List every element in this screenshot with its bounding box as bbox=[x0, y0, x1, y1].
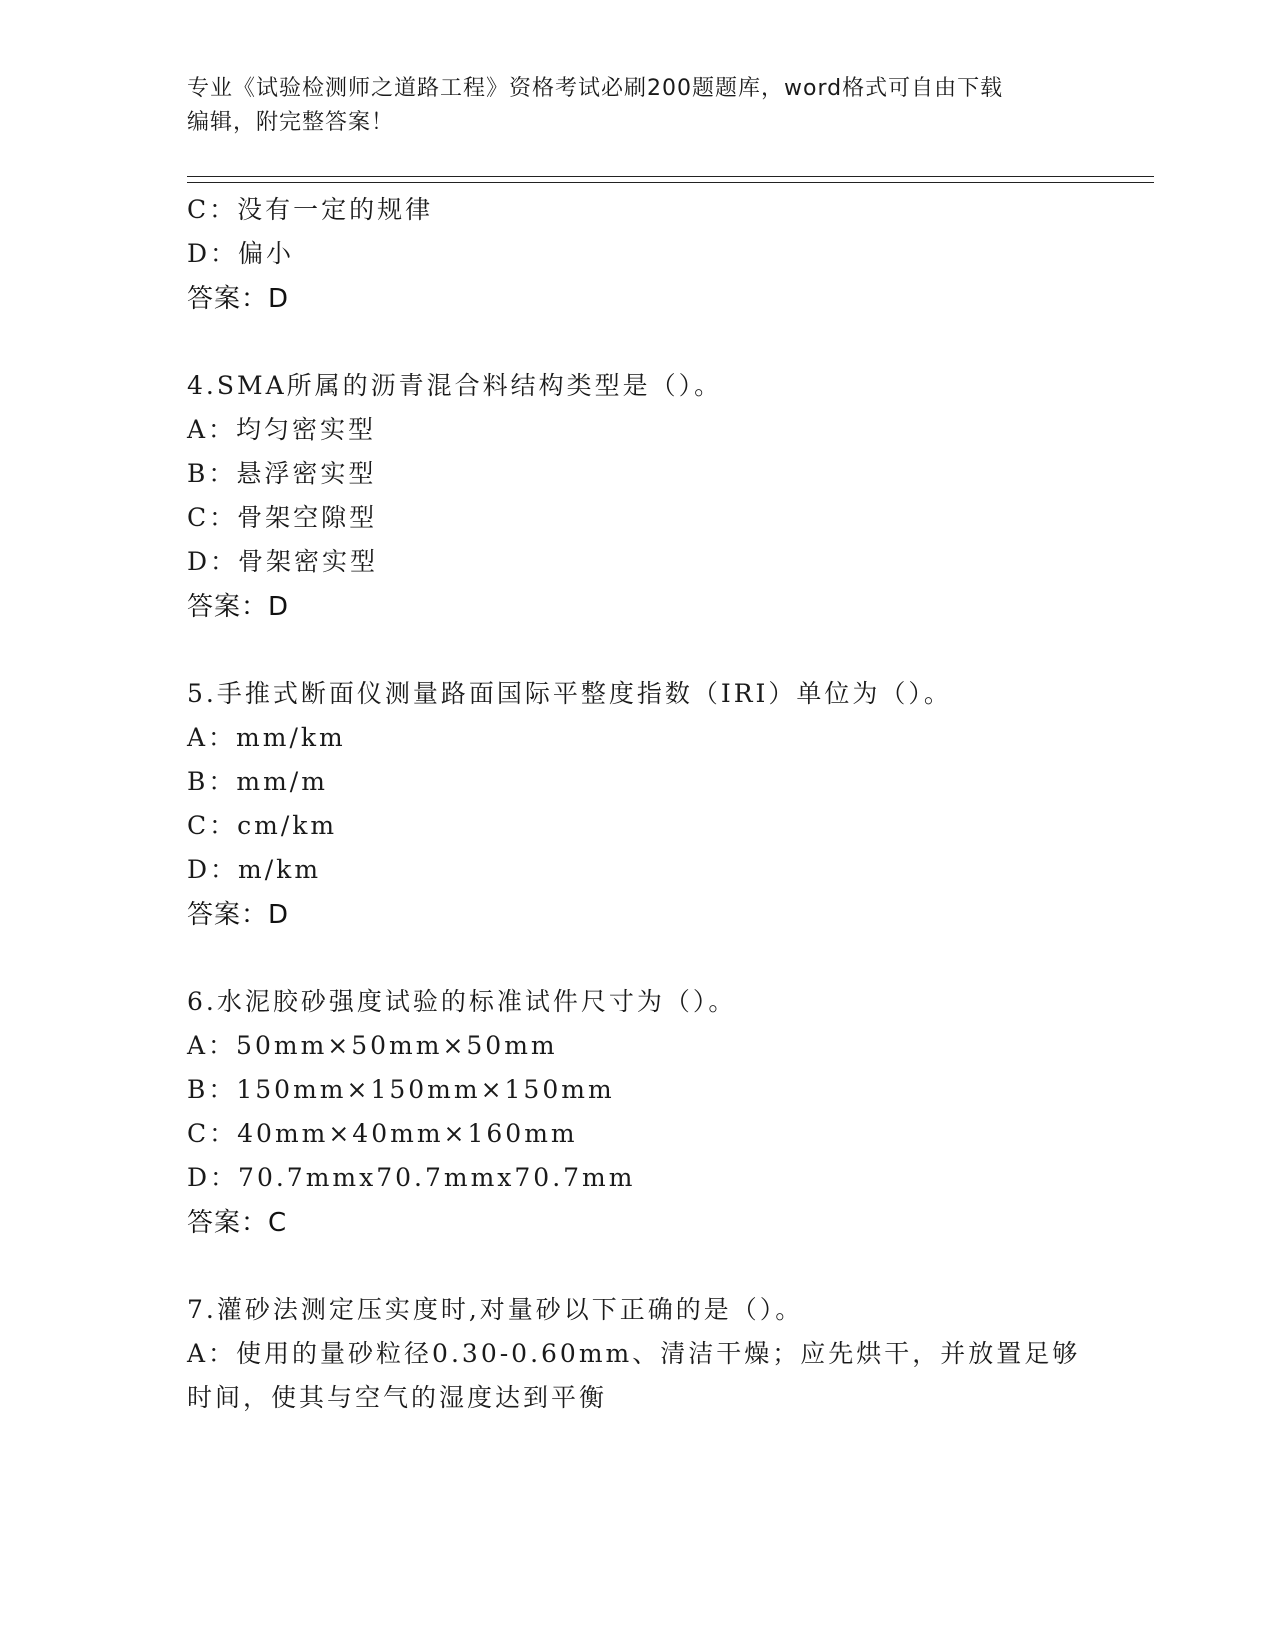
q3-answer: 答案：D bbox=[187, 284, 290, 314]
q6-option-c: C：40mm×40mm×160mm bbox=[187, 1119, 578, 1148]
q4-answer: 答案：D bbox=[187, 592, 290, 622]
q3-option-c: C：没有一定的规律 bbox=[187, 195, 434, 224]
q6-option-d: D：70.7mmx70.7mmx70.7mm bbox=[187, 1163, 636, 1192]
q5-option-b: B：mm/m bbox=[187, 767, 328, 796]
header-line-1: 专业《试验检测师之道路工程》资格考试必刷200题题库，word格式可自由下载 bbox=[187, 76, 1004, 101]
q5-option-d: D：m/km bbox=[187, 855, 322, 884]
q7-option-a-line-1: A：使用的量砂粒径0.30-0.60mm、清洁干燥；应先烘干，并放置足够 bbox=[187, 1339, 1081, 1368]
q6-option-a: A：50mm×50mm×50mm bbox=[187, 1031, 558, 1060]
q7-option-a-line-2: 时间，使其与空气的湿度达到平衡 bbox=[187, 1383, 608, 1412]
q4-option-c: C：骨架空隙型 bbox=[187, 503, 378, 532]
q5-answer: 答案：D bbox=[187, 900, 290, 930]
q7-question: 7.灌砂法测定压实度时,对量砂以下正确的是（）。 bbox=[187, 1295, 804, 1324]
document-header bbox=[187, 72, 1087, 140]
q4-option-b: B：悬浮密实型 bbox=[187, 459, 377, 488]
header-divider-top bbox=[187, 176, 1154, 177]
q5-option-c: C：cm/km bbox=[187, 811, 338, 840]
q5-question: 5.手推式断面仪测量路面国际平整度指数（IRI）单位为（）。 bbox=[187, 679, 952, 708]
q6-question: 6.水泥胶砂强度试验的标准试件尺寸为（）。 bbox=[187, 987, 737, 1016]
q6-answer: 答案：C bbox=[187, 1208, 288, 1238]
q3-option-d: D：偏小 bbox=[187, 239, 295, 268]
q6-option-b: B：150mm×150mm×150mm bbox=[187, 1075, 615, 1104]
q4-option-d: D：骨架密实型 bbox=[187, 547, 379, 576]
q5-option-a: A：mm/km bbox=[187, 723, 346, 752]
header-line-2: 编辑，附完整答案！ bbox=[187, 110, 395, 135]
header-divider-bottom bbox=[187, 182, 1154, 183]
q4-question: 4.SMA所属的沥青混合料结构类型是（）。 bbox=[187, 371, 723, 400]
q4-option-a: A：均匀密实型 bbox=[187, 415, 377, 444]
